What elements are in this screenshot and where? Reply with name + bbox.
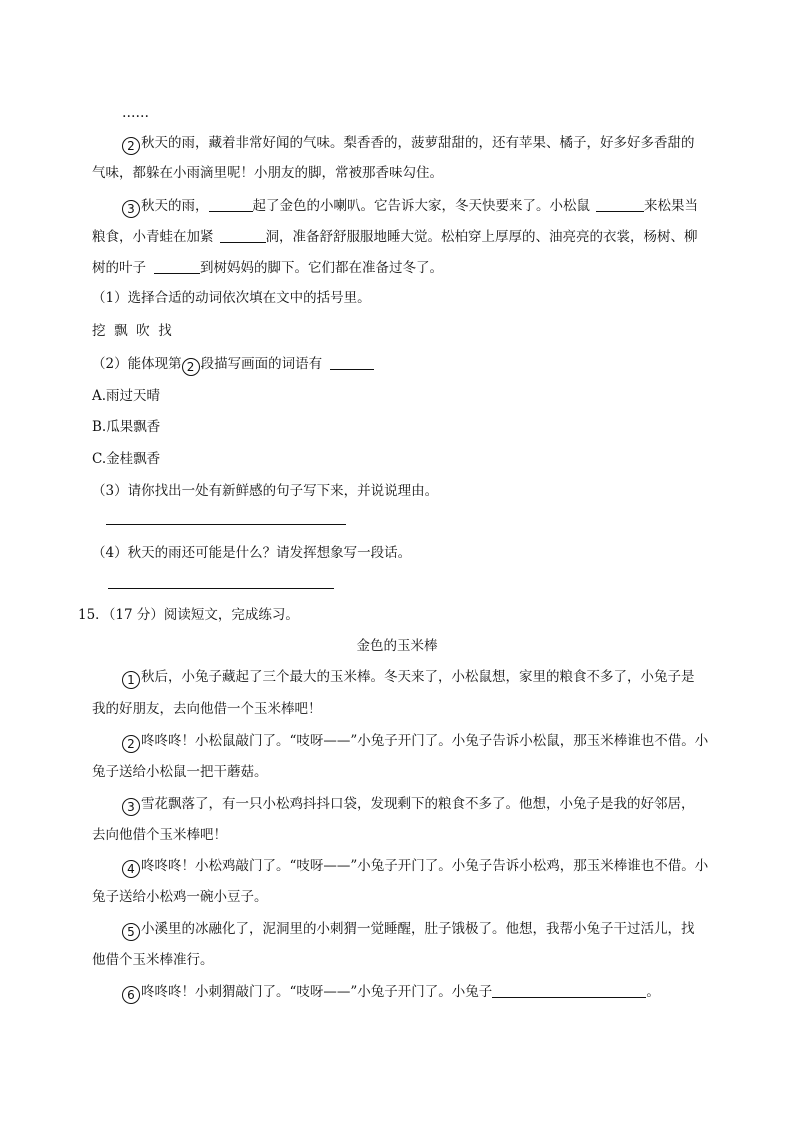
story-title: 金色的玉米棒 bbox=[356, 638, 438, 654]
circled-number-3: 3 bbox=[122, 798, 140, 816]
option-a[interactable]: A.雨过天晴 bbox=[92, 388, 161, 404]
paragraph-3-text: 起了金色的小喇叭。它告诉大家，冬天快要来了。小松鼠 bbox=[252, 198, 590, 214]
question-1: （1）选择合适的动词依次填在文中的括号里。 bbox=[92, 290, 371, 306]
paragraph-2-line-1 bbox=[122, 134, 695, 155]
circled-number-2: 2 bbox=[122, 735, 140, 753]
story-paragraph-4-line-1 bbox=[122, 857, 708, 878]
story-paragraph-2-line-1 bbox=[122, 732, 708, 753]
story-paragraph-6-line-1 bbox=[122, 983, 660, 1004]
ellipsis: …… bbox=[122, 105, 149, 121]
option-c[interactable]: C.金桂飘香 bbox=[92, 451, 161, 467]
fill-blank-3[interactable] bbox=[220, 228, 266, 243]
paragraph-3-text: 树的叶子 bbox=[92, 260, 146, 276]
story-paragraph-1-line-2: 我的好朋友，去向他借一个玉米棒吧！ bbox=[92, 701, 322, 717]
paragraph-3-line-1 bbox=[122, 197, 698, 218]
story-text: 咚咚咚！小刺猬敲门了。“吱呀——”小兔子开门了。小兔子 bbox=[141, 984, 493, 1000]
circled-number-5: 5 bbox=[122, 923, 140, 941]
question-4: （4）秋天的雨还可能是什么？请发挥想象写一段话。 bbox=[92, 545, 412, 561]
story-paragraph-1-line-1 bbox=[122, 668, 695, 689]
fill-blank-4[interactable] bbox=[154, 259, 200, 274]
question-3: （3）请你找出一处有新鲜感的句子写下来，并说说理由。 bbox=[92, 483, 439, 499]
verb-choices: 挖 飘 吹 找 bbox=[92, 323, 172, 339]
story-paragraph-3-line-1 bbox=[122, 795, 695, 816]
paragraph-3-line-3 bbox=[92, 259, 443, 277]
paragraph-2-line-2: 气味，都躲在小雨滴里呢！小朋友的脚，常被那香味勾住。 bbox=[92, 165, 443, 181]
story-text: 咚咚咚！小松鸡敲门了。“吱呀——”小兔子开门了。小兔子告诉小松鸡，那玉米棒谁也不借。小 bbox=[141, 858, 709, 874]
circled-number-1: 1 bbox=[122, 671, 140, 689]
circled-number-3: 3 bbox=[122, 200, 140, 218]
story-text: 咚咚咚！小松鼠敲门了。“吱呀——”小兔子开门了。小兔子告诉小松鼠，那玉米棒谁也不借。小 bbox=[141, 733, 709, 749]
story-paragraph-2-line-2: 兔子送给小松鼠一把干蘑菇。 bbox=[92, 764, 268, 780]
paragraph-2-text-1: 秋天的雨，藏着非常好闻的气味。梨香香的，菠萝甜甜的，还有苹果、橘子，好多好多香甜的 bbox=[141, 135, 695, 151]
question-2-text: （2）能体现第 bbox=[92, 356, 182, 372]
story-paragraph-5-line-1 bbox=[122, 920, 695, 941]
paragraph-3-line-2 bbox=[92, 228, 698, 246]
story-text: 小溪里的冰融化了，泥洞里的小刺猬一觉睡醒，肚子饿极了。他想，我帮小兔子干过活儿，找 bbox=[141, 921, 695, 937]
circled-number-2: 2 bbox=[182, 358, 200, 376]
paragraph-3-text: 来松果当 bbox=[644, 198, 698, 214]
story-paragraph-5-line-2: 他借个玉米棒准行。 bbox=[92, 952, 214, 968]
story-paragraph-4-line-2: 兔子送给小松鸡一碗小豆子。 bbox=[92, 889, 268, 905]
story-text: 雪花飘落了，有一只小松鸡抖抖口袋，发现剩下的粮食不多了。他想，小兔子是我的好邻居， bbox=[141, 796, 695, 812]
paragraph-3-text: 洞，准备舒舒服服地睡大觉。松柏穿上厚厚的、油亮亮的衣裳，杨树、柳 bbox=[265, 229, 698, 245]
option-b[interactable]: B.瓜果飘香 bbox=[92, 419, 161, 435]
story-paragraph-3-line-2: 去向他借个玉米棒吧！ bbox=[92, 827, 227, 843]
paragraph-3-text: 到树妈妈的脚下。它们都在准备过冬了。 bbox=[200, 260, 443, 276]
fill-blank-2[interactable] bbox=[596, 197, 644, 212]
question-2-text: 段描写画面的词语有 bbox=[200, 356, 323, 372]
fill-blank-1[interactable] bbox=[209, 197, 253, 212]
question-2 bbox=[92, 355, 374, 376]
story-text: 。 bbox=[646, 984, 660, 1000]
circled-number-6: 6 bbox=[122, 986, 140, 1004]
answer-line-q4[interactable] bbox=[108, 588, 334, 589]
circled-number-2: 2 bbox=[122, 137, 140, 155]
paragraph-3-text: 粮食，小青蛙在加紧 bbox=[92, 229, 214, 245]
circled-number-4: 4 bbox=[122, 860, 140, 878]
answer-blank-story[interactable] bbox=[492, 983, 646, 998]
answer-blank-q2[interactable] bbox=[330, 355, 374, 370]
question-15-header: 15．（17 分）阅读短文，完成练习。 bbox=[78, 607, 299, 623]
paragraph-3-text: 秋天的雨， bbox=[141, 198, 209, 214]
answer-line-q3[interactable] bbox=[106, 524, 346, 525]
story-text: 秋后，小兔子藏起了三个最大的玉米棒。冬天来了，小松鼠想，家里的粮食不多了，小兔子是 bbox=[141, 669, 695, 685]
